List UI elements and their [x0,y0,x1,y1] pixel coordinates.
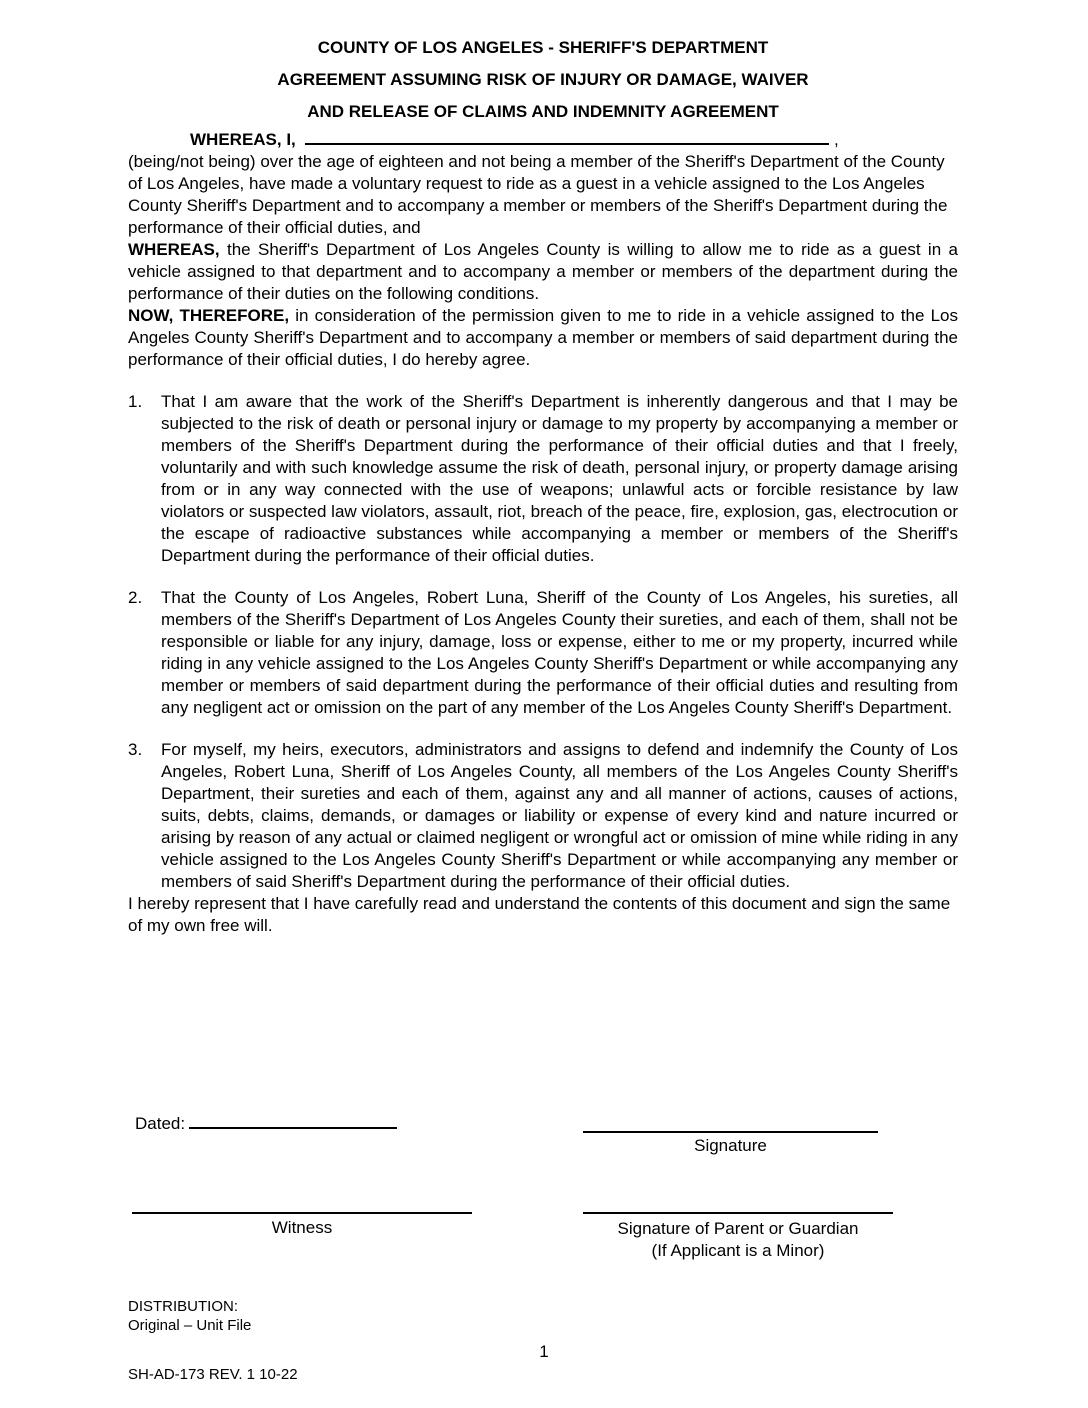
witness-blank-field [132,1212,472,1214]
parent-signature-labels [583,1218,893,1262]
parent-signature-note: (If Applicant is a Minor) [651,1241,825,1260]
whereas-lead-2: WHEREAS, [128,240,220,259]
numbered-item-3 [128,739,958,893]
whereas-lead: WHEREAS, I, [190,130,296,149]
dated-row [135,1112,397,1134]
form-number: SH-AD-173 REV. 1 10-22 [128,1366,298,1383]
title-line-1: COUNTY OF LOS ANGELES - SHERIFF'S DEPARTMENT [317,38,769,57]
item-2-number: 2. [128,588,143,607]
item-1-number: 1. [128,392,143,411]
distribution-label: DISTRIBUTION: [128,1298,239,1315]
parent-signature-blank-field [583,1212,893,1214]
date-blank-field [189,1112,397,1129]
item-3-text: For myself, my heirs, executors, administrators and assigns to defend and indemnify the County of Los Angeles, Robert Luna, Sheriff of Los Angeles County, all members of the Los Angeles County Sheriff's Department, their sureties and each of them, against any and all manner of actions, causes of actions, suits, debts, claims, demands, or damages or liability or expense of every kind and nature incurred or arising by reason of any actual or claimed negligent or wrongful act or omission of mine while riding in any vehicle assigned to the Los Angeles County Sheriff's Department or while accompanying any member or members of said Sheriff's Department during the performance of their official duties. [161,740,958,891]
opening-body-text: (being/not being) over the age of eighteen and not being a member of the Sheriff's Department of the County of Los Angeles, have made a voluntary request to ride as a guest in a vehicle assigned to the Los Angeles County Sheriff's Department and to accompany a member or members of the Sheriff's Department during the performance of their official duties, and [128,152,948,237]
trailing-comma: , [833,130,839,149]
distribution-block [128,1297,251,1335]
item-3-number: 3. [128,740,143,759]
title-line-3: AND RELEASE OF CLAIMS AND INDEMNITY AGREEMENT [307,102,779,121]
whereas-paragraph [128,239,958,305]
page-number: 1 [539,1342,549,1361]
title-line-2: AGREEMENT ASSUMING RISK OF INJURY OR DAMAGE, WAIVER [277,70,809,89]
signature-blank-field [583,1131,878,1133]
whereas-paragraph-text: the Sheriff's Department of Los Angeles County is willing to allow me to ride as a guest in a vehicle assigned to that department and to accompany a member or members of the department during the performance of their duties on the following conditions. [128,240,958,303]
document-content [128,32,958,937]
dated-label: Dated: [135,1114,186,1133]
now-therefore-lead: NOW, THEREFORE, [128,306,290,325]
distribution-value: Original – Unit File [128,1317,252,1334]
opening-paragraph [128,128,958,239]
now-therefore-paragraph [128,305,958,371]
parent-signature-label: Signature of Parent or Guardian [617,1219,859,1238]
signature-label: Signature [694,1136,767,1155]
item-1-text: That I am aware that the work of the Sheriff's Department is inherently dangerous and that I may be subjected to the risk of death or personal injury or damage to my property by accompanying a member or members of the Sheriff's Department during the performance of their official duties and that I freely, voluntarily and with such knowledge assume the risk of death, personal injury, or property damage arising from or in any way connected with the use of weapons; unlawful acts or forcible resistance by law violators or suspected law violators, assault, riot, breach of the peace, fire, explosion, gas, electrocution or the escape of radioactive substances while accompanying a member or members of the Sheriff's Department during the performance of their official duties. [161,392,958,565]
numbered-item-1 [128,391,958,567]
document-title [128,32,958,128]
item-2-text: That the County of Los Angeles, Robert Luna, Sheriff of the County of Los Angeles, his sureties, all members of the Sheriff's Department of Los Angeles County their sureties, and each of them, shall not be responsible or liable for any injury, damage, loss or expense, either to me or my property, incurred while riding in any vehicle assigned to the Los Angeles County Sheriff's Department or while accompanying any member or members of said department during the performance of their official duties and resulting from any negligent act or omission on the part of any member of the Los Angeles County Sheriff's Department. [161,588,958,717]
now-therefore-text: in consideration of the permission given to me to ride in a vehicle assigned to the Los Angeles County Sheriff's Department and to accompany a member or members of said department during the performance of their official duties, I do hereby agree. [128,306,958,369]
witness-label: Witness [271,1218,333,1237]
closing-paragraph: I hereby represent that I have carefully read and understand the contents of this document and sign the same of my own free will. [128,894,951,935]
numbered-item-2 [128,587,958,719]
name-blank-field [305,128,829,145]
